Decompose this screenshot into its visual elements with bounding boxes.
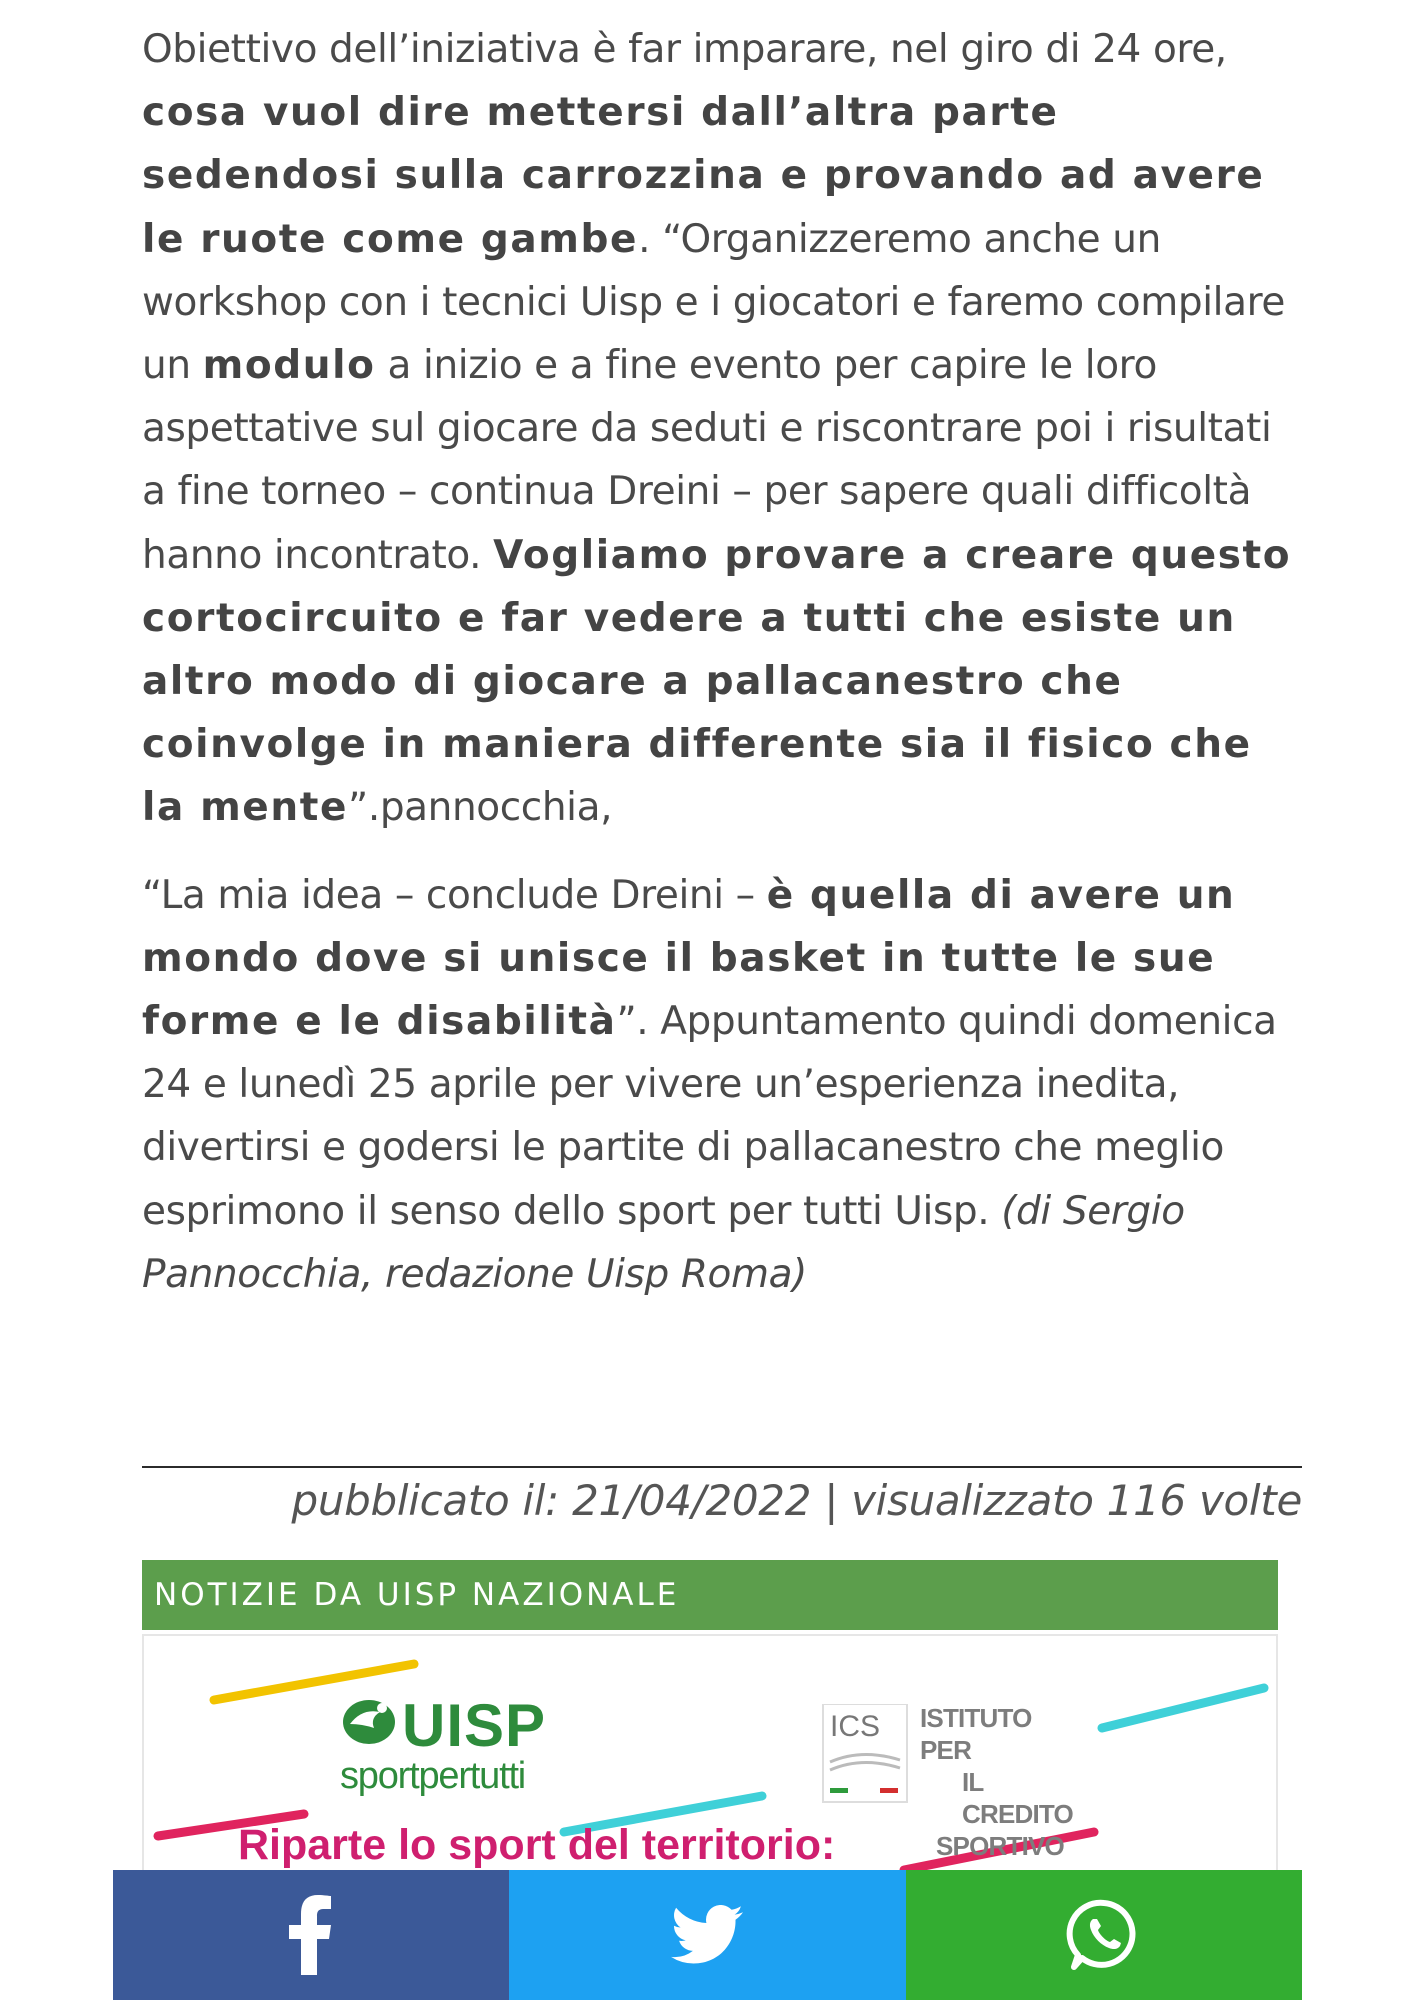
uisp-wordmark: UISP <box>402 1692 547 1759</box>
stripe-cyan-right <box>1102 1688 1264 1728</box>
news-card-title[interactable]: Riparte lo sport del territorio: <box>238 1821 836 1869</box>
ics-logo <box>822 1703 1073 1861</box>
facebook-icon <box>289 1895 333 1975</box>
uisp-mark-icon <box>340 1694 398 1748</box>
article-paragraph-2: “La mia idea – conclude Dreini – è quella di avere un mondo dove si unisce il basket in tutte le sue forme e le disabilità”. Appuntamento quindi domenica 24 e lunedì 25 aprile per vivere un’esperienza inedita, divertirsi e godersi le partite di pallacanestro che meglio esprimono il senso dello sport per tutti Uisp. (di Sergio Pannocchia, redazione Uisp Roma) <box>142 872 1277 1297</box>
uisp-logo <box>340 1694 580 1804</box>
whatsapp-icon <box>1066 1897 1142 1973</box>
publish-meta: pubblicato il: 21/04/2022 | visualizzato 116 volte <box>291 1476 1302 1525</box>
share-bar <box>113 1870 1302 2000</box>
article-paragraph-1: Obiettivo dell’iniziativa è far imparare, nel giro di 24 ore, cosa vuol dire mettersi dall’altra parte sedendosi sulla carrozzina e provando ad avere le ruote come gambe. “Organizzeremo anche un workshop con i tecnici Uisp e i giocatori e faremo compilare un modulo a inizio e a fine evento per capire le loro aspettative sul giocare da seduti e riscontrare poi i risultati a fine torneo – continua Dreini – per sapere quali difficoltà hanno incontrato. Vogliamo provare a creare questo cortocircuito e far vedere a tutti che esiste un altro modo di giocare a pallacanestro che coinvolge in maniera differente sia il fisico che la mente”.pannocchia, <box>142 27 1292 831</box>
news-section-header: NOTIZIE DA UISP NAZIONALE <box>142 1560 1278 1630</box>
ics-name: ISTITUTO PER IL CREDITO SPORTIVO <box>920 1703 1073 1861</box>
divider <box>142 1466 1302 1468</box>
twitter-icon <box>671 1905 743 1965</box>
twitter-share-button[interactable] <box>509 1870 905 2000</box>
article-body <box>142 18 1302 1306</box>
uisp-tagline: sportpertutti <box>340 1755 526 1797</box>
facebook-share-button[interactable] <box>113 1870 509 2000</box>
ics-mark: ICS <box>822 1704 908 1804</box>
whatsapp-share-button[interactable] <box>906 1870 1302 2000</box>
news-card[interactable] <box>142 1634 1278 1870</box>
article-author-credit: (di Sergio Pannocchia, redazione Uisp Roma) <box>142 1188 1185 1297</box>
